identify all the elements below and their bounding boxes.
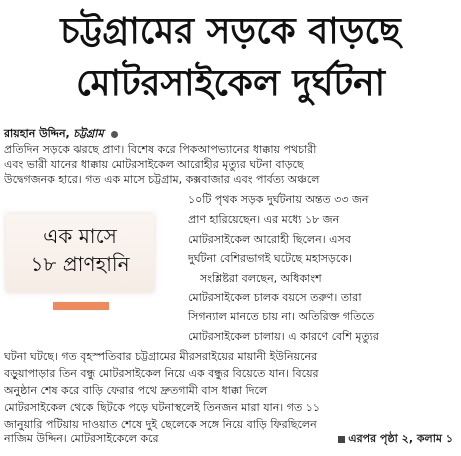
continuation-note — [338, 432, 453, 446]
body-line: নাজিম উদ্দিন। মোটরসাইকেলে করে — [4, 432, 159, 445]
body-line: মোটরসাইকেল চালায়। এ কারণে বেশি মৃত্যুর — [188, 330, 379, 343]
body-line: মোটরসাইকেল আরোহী ছিলেন। এসব — [188, 233, 351, 246]
body-line: বড়ুয়াপাড়ার তিন বন্ধু মোটরসাইকেল নিয়ে এক বন্ধুর বিয়েতে যান। বিয়ের — [4, 367, 319, 380]
pull-quote — [6, 214, 154, 292]
byline-place: চট্টগ্রাম — [73, 127, 104, 140]
body-line: অনুষ্ঠান শেষ করে বাড়ি ফেরার পথে দ্রুতগামী বাস ধাক্কা দিলে — [4, 384, 268, 397]
byline-author: রায়হান উদ্দিন, — [4, 127, 70, 140]
pull-quote-accent-bar — [53, 302, 109, 310]
body-line: জানুয়ারি পটিয়ায় দাওয়াত শেষে দুই ছেলেকে সঙ্গে নিয়ে বাড়ি ফিরছিলেন — [4, 418, 317, 431]
body-line: মোটরসাইকেল থেকে ছিটকে পড়ে ঘটনাস্থলেই তিনজন মারা যান। গত ১১ — [4, 401, 320, 414]
body-line: উদ্বেগজনক হারে। গত এক মাসে চট্টগ্রাম, কক্সবাজার এবং পার্বত্য অঞ্চলে — [4, 173, 320, 186]
pull-quote-line-2: ১৮ প্রাণহানি — [30, 252, 130, 276]
body-line: সিগন্যাল মানতে চায় না। অতিরিক্ত গতিতে — [188, 310, 375, 323]
body-line: ঘটনা ঘটছে। গত বৃহস্পতিবার চট্টগ্রামের মীরসরাইয়ের মায়ানী ইউনিয়নের — [4, 350, 318, 363]
square-bullet-icon — [338, 436, 345, 443]
body-line: এবং ভারী যানের ধাক্কায় মোটরসাইকেল আরোহীর মৃত্যুর ঘটনা বাড়ছে — [4, 158, 304, 171]
body-line: প্রতিদিন সড়কে ঝরছে প্রাণ। বিশেষ করে পিকআপভ্যানের ধাক্কায় পথচারী — [4, 143, 317, 156]
byline — [4, 127, 118, 141]
body-line: প্রাণ হারিয়েছেন। এর মধ্যে ১৮ জন — [188, 213, 340, 226]
headline-line-1: চট্টগ্রামের সড়কে বাড়ছে — [60, 11, 401, 52]
footer-row-2 — [0, 432, 461, 456]
bullet-icon — [111, 131, 118, 138]
body-line: ১০টি পৃথক সড়ক দুর্ঘটনায় অন্তত ৩৩ জন — [188, 193, 369, 206]
body-line: দুর্ঘটনা বেশিরভাগই ঘটেছে মহাসড়কে। — [188, 252, 352, 265]
headline-line-2: মোটরসাইকেল দুর্ঘটনা — [75, 63, 386, 104]
continuation-text: এরপর পৃষ্ঠা ২, কলাম ১ — [348, 432, 453, 445]
body-line: সংশ্লিষ্টরা বলছেন, অধিকাংশ — [200, 272, 322, 285]
pull-quote-line-1: এক মাসে — [43, 224, 117, 248]
body-line: মোটরসাইকেল চালক বয়সে তরুণ। তারা — [188, 291, 362, 304]
